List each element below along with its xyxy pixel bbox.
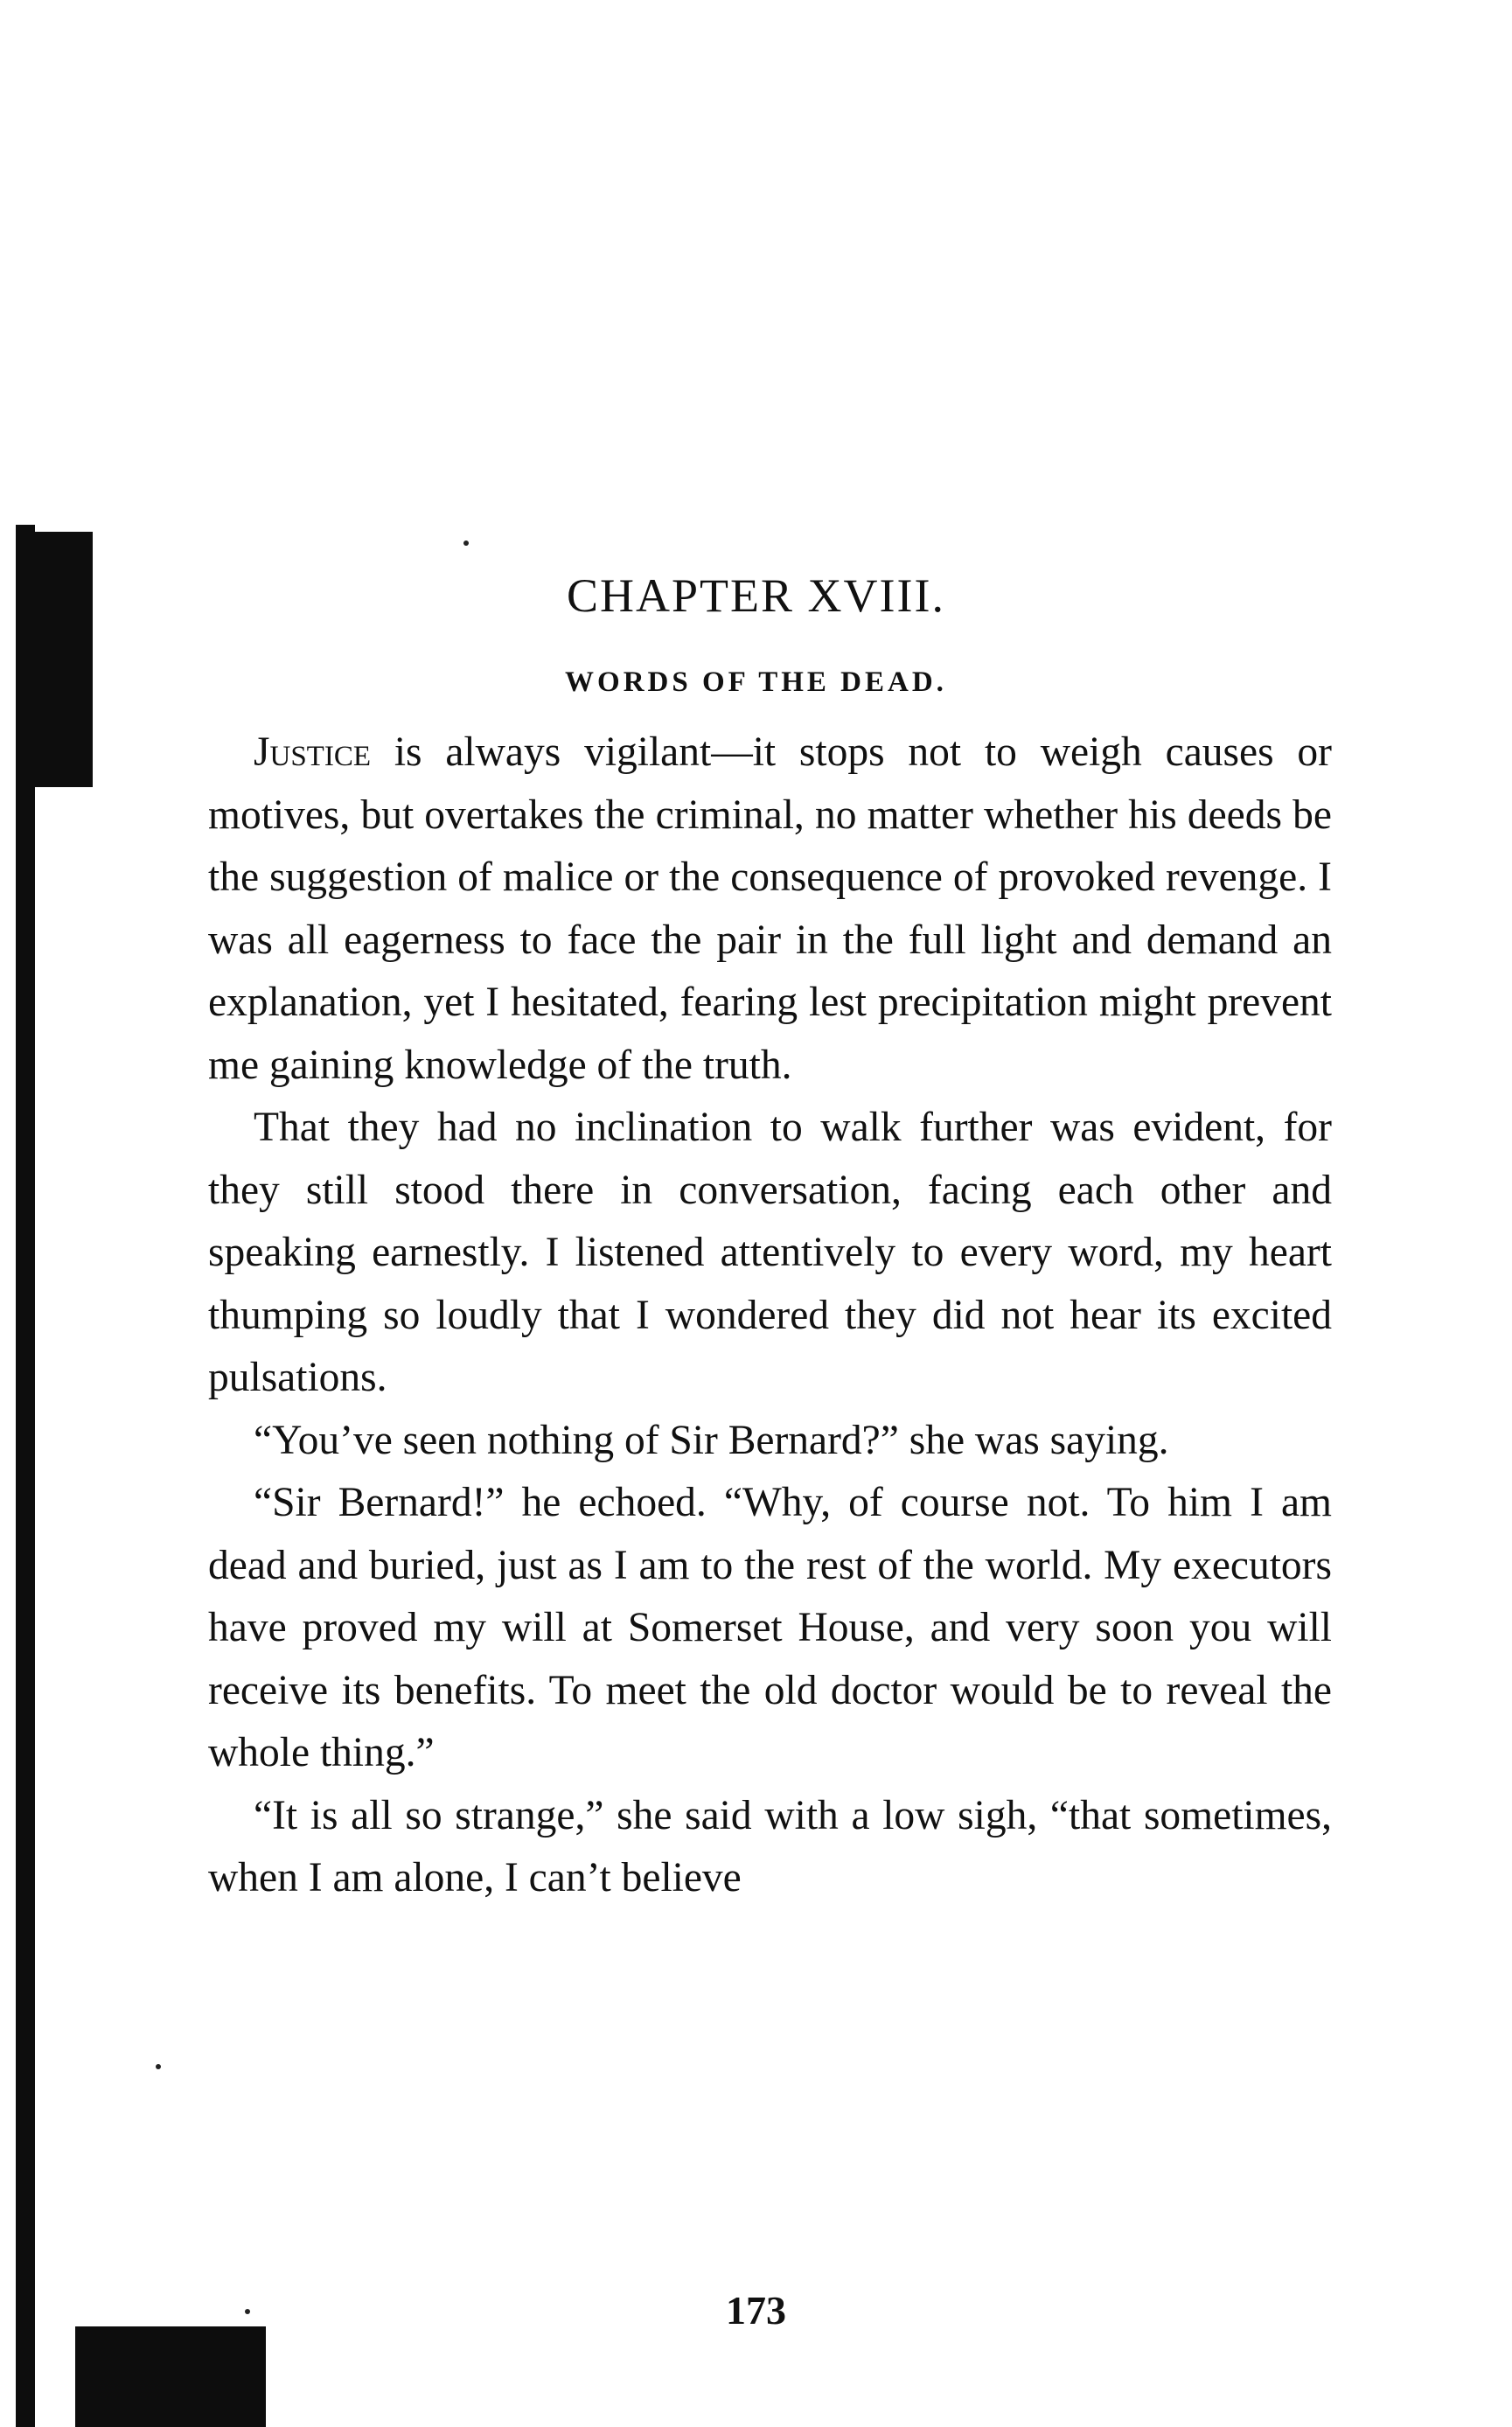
scan-speck (156, 2064, 161, 2069)
paragraph (208, 722, 1332, 1097)
chapter-subtitle: WORDS OF THE DEAD. (565, 666, 947, 698)
paragraph: “It is all so strange,” she said with a low sigh, “that sometimes, when I am alone, I can’t believe (208, 1792, 1332, 1900)
page-number: 173 (726, 2288, 786, 2333)
paragraph: That they had no inclination to walk further was evident, for they still stood there in conversation, facing each other and speaking earnestly. I listened attentively to every word, my heart thumping so loudly that I wondered they did not hear its excited pulsations. (208, 1105, 1332, 1400)
scan-edge-mark-bottom (75, 2326, 266, 2427)
paragraph-text: is always vigilant—it stops not to weigh causes or motives, but overtakes the criminal, no matter whether his deeds be the suggestion of malice or the consequence of provoked revenge. I was all eagerness to face the pair in the full light and demand an explanation, yet I hesitated, fearing lest precipitation might prevent me gaining knowledge of the truth. (208, 729, 1332, 1088)
paragraph: “Sir Bernard!” he echoed. “Why, of course not. To him I am dead and buried, just as I am to the rest of the world. My executors have proved my will at Somerset House, and very soon you will receive its benefits. To meet the old doctor would be to reveal the whole thing.” (208, 1480, 1332, 1775)
scan-speck (463, 540, 469, 546)
scan-edge-line (16, 525, 35, 2427)
body-text (208, 722, 1332, 1910)
paragraph-lead-word: Justice (254, 729, 371, 775)
chapter-title: CHAPTER XVIII. (567, 569, 945, 622)
paragraph: “You’ve seen nothing of Sir Bernard?” she was saying. (254, 1417, 1169, 1463)
